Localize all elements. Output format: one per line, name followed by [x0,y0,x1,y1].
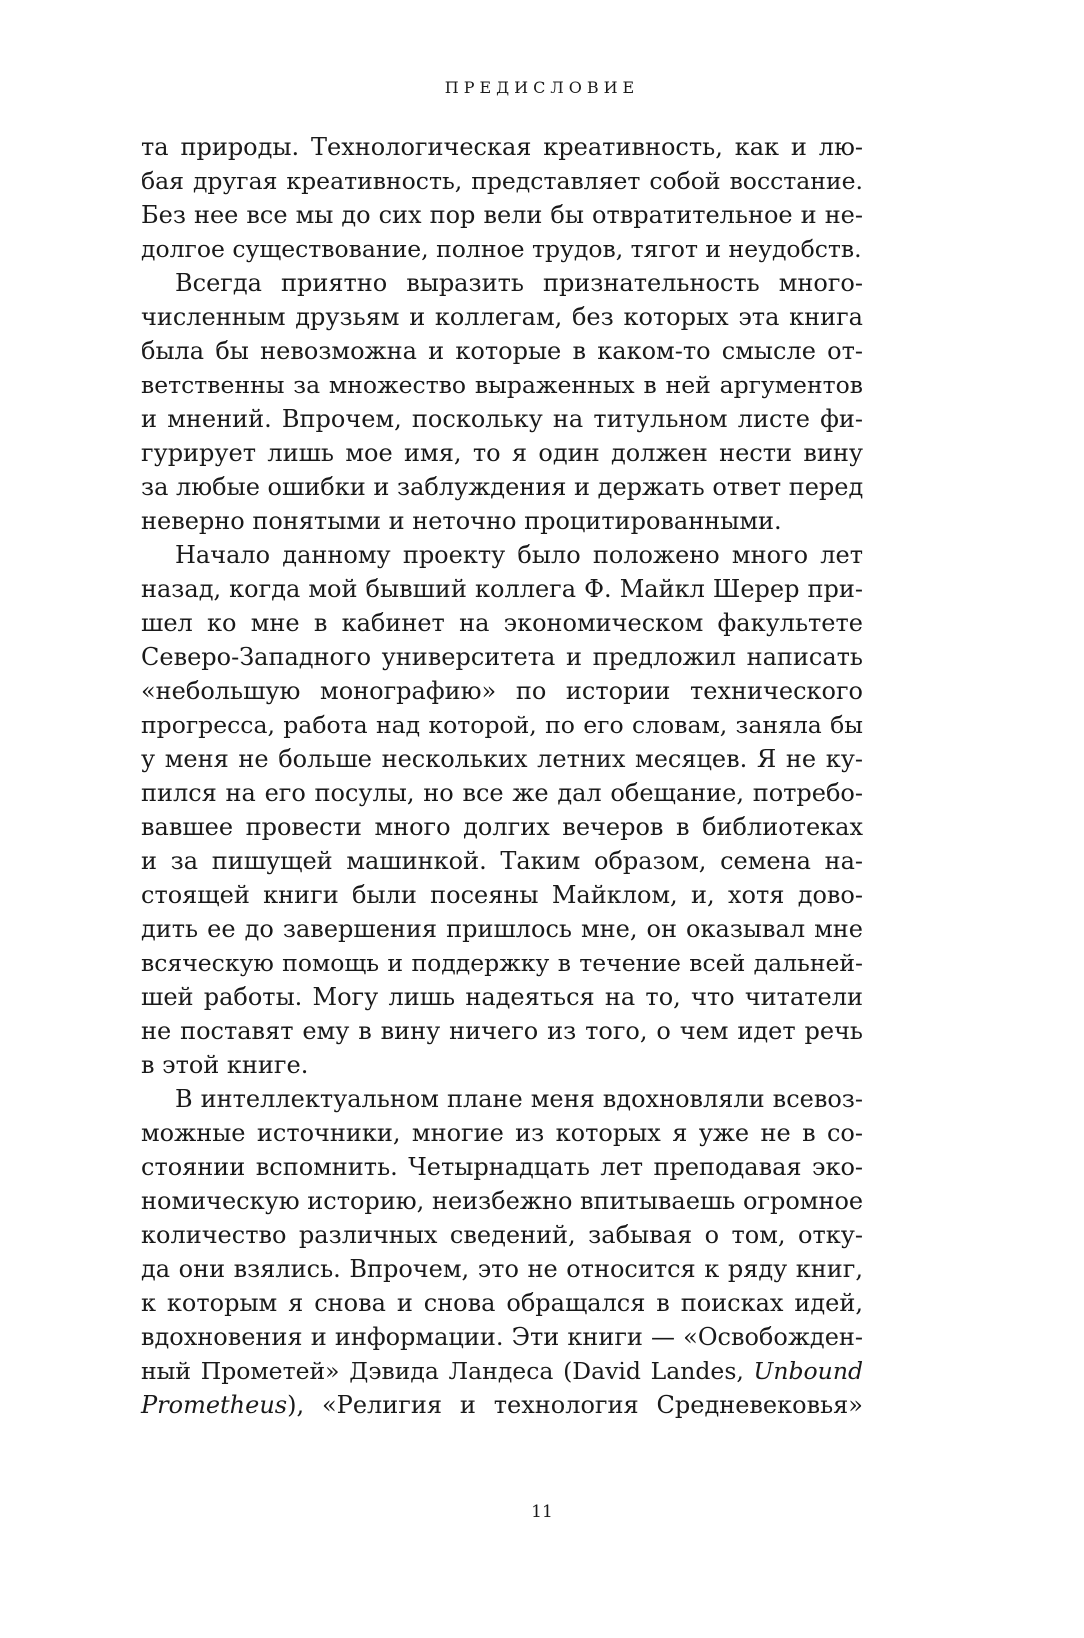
line-text: можные источники, многие из которых я уже не в со- [141,1119,863,1147]
text-line [141,980,863,1014]
line-text: стоящей книги были посеяны Майклом, и, хотя дово- [141,881,863,909]
line-text: прогресса, работа над которой, по его словам, заняла бы [141,711,863,739]
text-line [141,232,863,266]
text-line [141,1048,863,1082]
text-line [141,198,863,232]
text-line [141,912,863,946]
text-line [141,504,863,538]
text-line [141,1184,863,1218]
line-text: шел ко мне в кабинет на экономическом факультете [141,609,863,637]
line-text: и за пишущей машинкой. Таким образом, семена на- [141,847,863,875]
text-line [141,844,863,878]
line-text: Северо-Западного университета и предложил написать [141,643,863,671]
text-line [141,1320,863,1354]
text-line [141,1082,863,1116]
running-head: ПРЕДИСЛОВИЕ [444,78,640,97]
text-line [141,640,863,674]
text-line [141,1150,863,1184]
line-text: количество различных сведений, забывая о том, отку- [141,1221,863,1249]
italic-title: Prometheus [141,1391,288,1419]
text-line [141,1252,863,1286]
line-text: бая другая креативность, представляет собой восстание. [141,167,863,195]
text-line [141,742,863,776]
line-text: вдохновения и информации. Эти книги — «Освобожден- [141,1323,863,1351]
text-line [141,1014,863,1048]
text-line [141,1286,863,1320]
text-line [141,334,863,368]
line-text: та природы. Технологическая креативность, как и лю- [141,133,863,161]
line-text: и мнений. Впрочем, поскольку на титульном листе фи- [141,405,863,433]
line-text: Всегда приятно выразить признательность много- [175,269,863,297]
text-line [141,1116,863,1150]
line-text: Без нее все мы до сих пор вели бы отвратительное и не- [141,201,863,229]
text-line [141,470,863,504]
line-text: неверно понятыми и неточно процитированными. [141,507,782,535]
text-line [141,878,863,912]
line-text: номическую историю, неизбежно впитываешь огромное [141,1187,864,1215]
text-line [141,300,863,334]
body-text [141,130,863,1422]
line-text: ), «Религия и технология Средневековья» [287,1391,863,1419]
line-text: долгое существование, полное трудов, тягот и неудобств. [141,235,862,263]
line-text: да они взялись. Впрочем, это не относится к ряду книг, [141,1255,863,1283]
line-text: Начало данному проекту было положено много лет [175,541,863,569]
text-line [141,266,863,300]
text-line [141,164,863,198]
line-text: не поставят ему в вину ничего из того, о чем идет речь [141,1017,863,1045]
text-line [141,1354,863,1388]
page-number: 11 [531,1502,553,1522]
line-text: ный Прометей» Дэвида Ландеса (David Landes, [141,1357,754,1385]
text-line [141,572,863,606]
text-line [141,708,863,742]
line-text: В интеллектуальном плане меня вдохновляли всевоз- [175,1085,863,1113]
line-text: за любые ошибки и заблуждения и держать ответ перед [141,473,864,501]
line-text: назад, когда мой бывший коллега Ф. Майкл Шерер при- [141,575,863,603]
line-text: дить ее до завершения пришлось мне, он оказывал мне [141,915,863,943]
line-text: вавшее провести много долгих вечеров в библиотеках [141,813,863,841]
text-line [141,606,863,640]
text-line [141,810,863,844]
line-text: шей работы. Могу лишь надеяться на то, что читатели [141,983,863,1011]
line-text: стоянии вспомнить. Четырнадцать лет преподавая эко- [141,1153,863,1181]
line-text: всяческую помощь и поддержку в течение всей дальней- [141,949,863,977]
text-line [141,674,863,708]
text-line [141,946,863,980]
line-text: к которым я снова и снова обращался в поисках идей, [141,1289,863,1317]
text-line [141,538,863,572]
text-line [141,1218,863,1252]
text-line [141,402,863,436]
line-text: у меня не больше нескольких летних месяцев. Я не ку- [141,745,863,773]
line-text: «небольшую монографию» по истории технического [141,677,863,705]
text-line [141,776,863,810]
text-line [141,436,863,470]
text-line [141,368,863,402]
text-line [141,1388,863,1422]
line-text: пился на его посулы, но все же дал обещание, потребо- [141,779,863,807]
line-text: численным друзьям и коллегам, без которых эта книга [141,303,863,331]
text-line [141,130,863,164]
line-text: гурирует лишь мое имя, то я один должен нести вину [141,439,863,467]
italic-title: Unbound [753,1357,863,1385]
line-text: в этой книге. [141,1051,309,1079]
line-text: была бы невозможна и которые в каком-то смысле от- [141,337,863,365]
line-text: ветственны за множество выраженных в ней аргументов [141,371,863,399]
